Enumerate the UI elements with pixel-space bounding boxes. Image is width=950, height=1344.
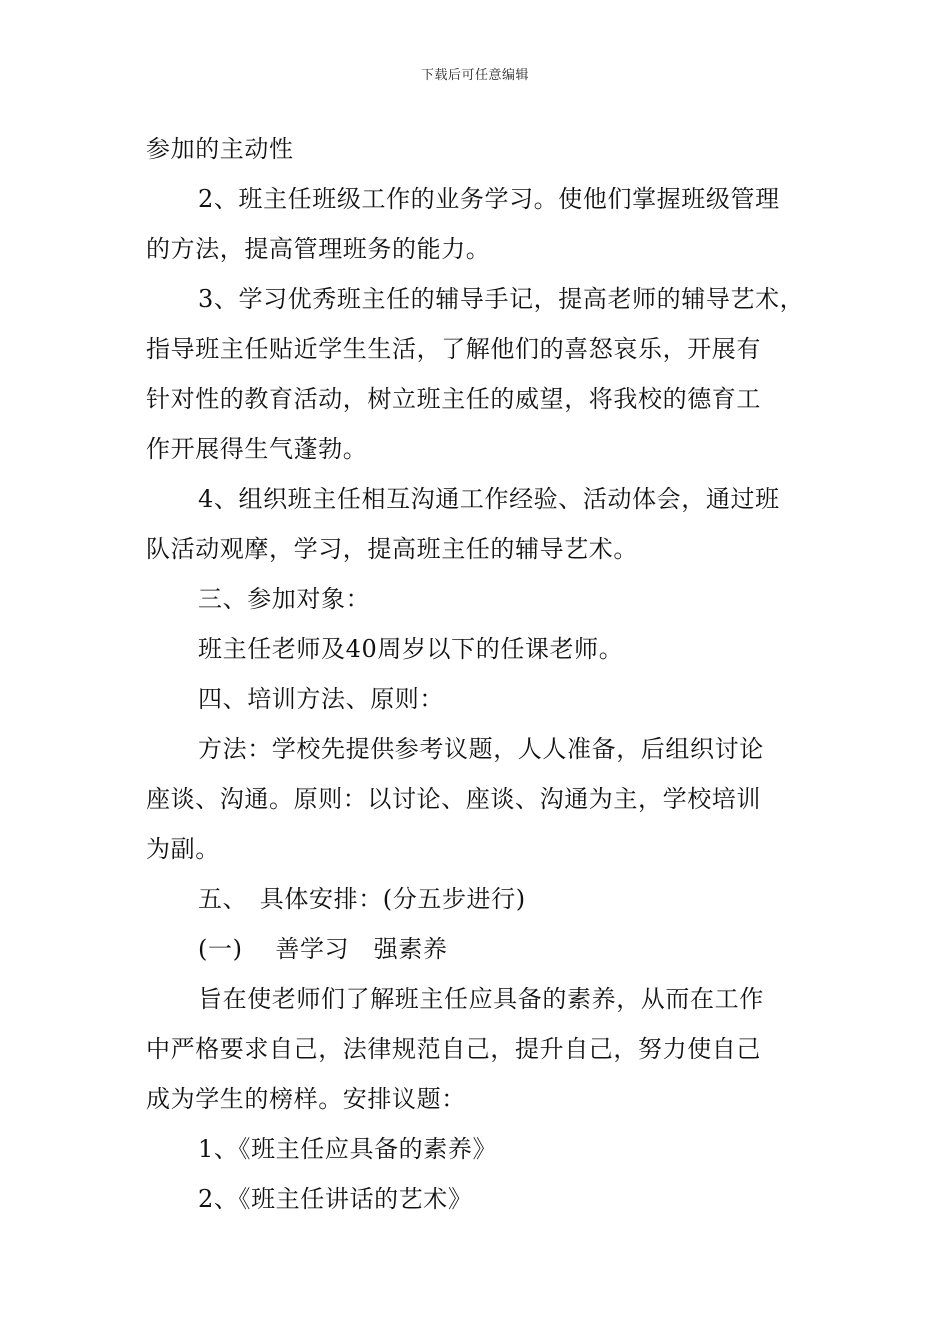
- subsection-heading: (一) 善学习 强素养: [198, 935, 448, 963]
- text-line: 座谈、沟通。原则：以讨论、座谈、沟通为主，学校培训: [146, 785, 761, 813]
- text-line: 作开展得生气蓬勃。: [146, 435, 368, 463]
- text-line: 为副。: [146, 835, 220, 863]
- text-line: 指导班主任贴近学生生活，了解他们的喜怒哀乐，开展有: [146, 335, 761, 363]
- text-line: 针对性的教育活动，树立班主任的威望，将我校的德育工: [146, 385, 761, 413]
- text-line: 的方法，提高管理班务的能力。: [146, 235, 491, 263]
- list-item: 1、《班主任应具备的素养》: [198, 1135, 498, 1163]
- text-line: 中严格要求自己，法律规范自己，提升自己，努力使自己: [146, 1035, 761, 1063]
- section-heading: 四、培训方法、原则：: [198, 685, 444, 713]
- text-line: 队活动观摩，学习，提高班主任的辅导艺术。: [146, 535, 638, 563]
- page-header-watermark: 下载后可任意编辑: [420, 68, 529, 83]
- section-heading: 三、参加对象：: [198, 585, 371, 613]
- text-line: 2、班主任班级工作的业务学习。使他们掌握班级管理: [198, 185, 780, 213]
- text-line: 4、组织班主任相互沟通工作经验、活动体会，通过班: [198, 485, 780, 513]
- text-line: 方法：学校先提供参考议题，人人准备，后组织讨论: [198, 735, 764, 763]
- text-line: 班主任老师及40周岁以下的任课老师。: [198, 635, 624, 663]
- text-line: 成为学生的榜样。安排议题：: [146, 1085, 466, 1113]
- section-heading: 五、 具体安排：(分五步进行): [198, 885, 526, 913]
- list-item: 2、《班主任讲话的艺术》: [198, 1185, 473, 1213]
- document-body: [146, 124, 816, 1224]
- text-line: 3、学习优秀班主任的辅导手记，提高老师的辅导艺术，: [198, 285, 805, 313]
- text-line: 参加的主动性: [146, 135, 294, 163]
- text-line: 旨在使老师们了解班主任应具备的素养，从而在工作: [198, 985, 764, 1013]
